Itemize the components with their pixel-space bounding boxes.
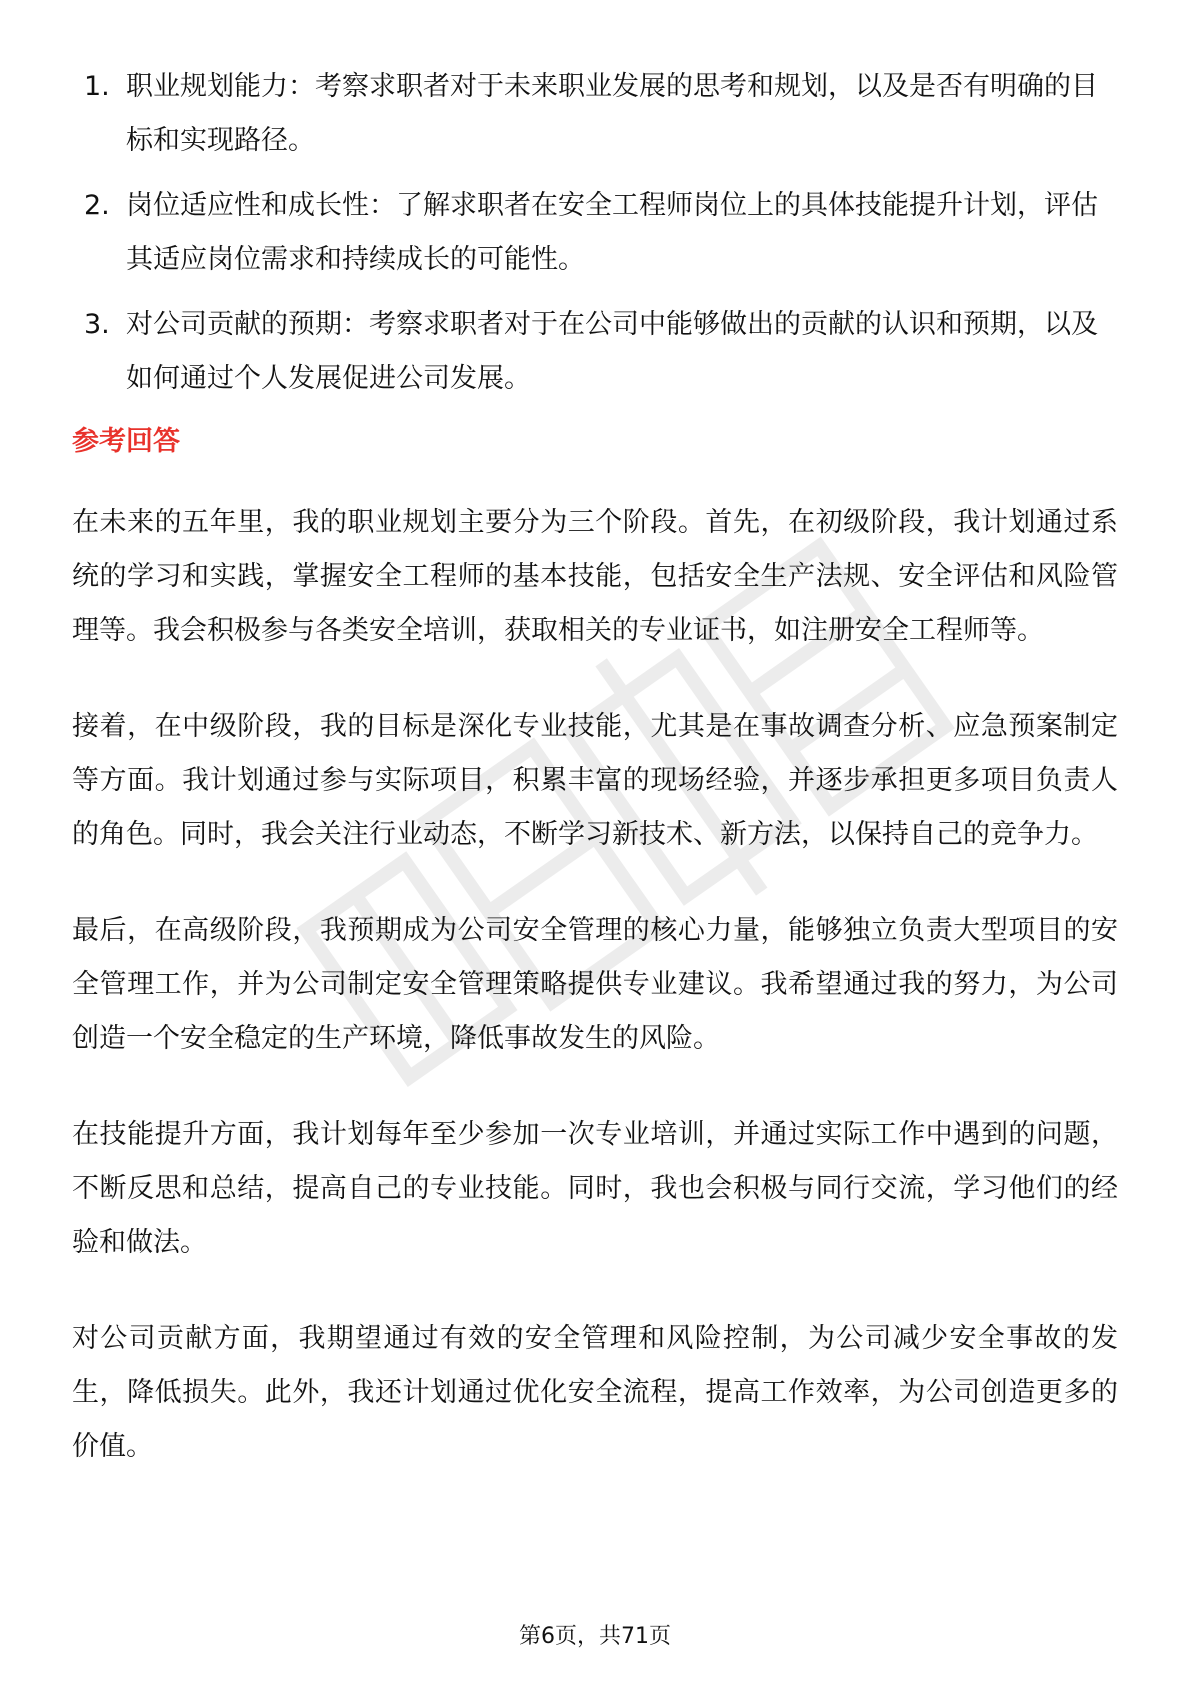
reference-answer-body [72,496,1118,1516]
answer-paragraph: 对公司贡献方面，我期望通过有效的安全管理和风险控制，为公司减少安全事故的发生，降低损失。此外，我还计划通过优化安全流程，提高工作效率，为公司创造更多的价值。 [72,1323,1118,1462]
criteria-number: 2. [84,190,110,221]
criteria-text: 岗位适应性和成长性：了解求职者在安全工程师岗位上的具体技能提升计划，评估其适应岗位需求和持续成长的可能性。 [126,190,1098,275]
criteria-item [84,298,1124,406]
reference-answer-heading: 参考回答 [72,426,180,457]
evaluation-criteria-list [84,60,1124,417]
answer-paragraph: 在技能提升方面，我计划每年至少参加一次专业培训，并通过实际工作中遇到的问题，不断反思和总结，提高自己的专业技能。同时，我也会积极与同行交流，学习他们的经验和做法。 [72,1119,1118,1258]
answer-paragraph: 在未来的五年里，我的职业规划主要分为三个阶段。首先，在初级阶段，我计划通过系统的学习和实践，掌握安全工程师的基本技能，包括安全生产法规、安全评估和风险管理等。我会积极参与各类安全培训，获取相关的专业证书，如注册安全工程师等。 [72,507,1118,646]
answer-paragraph: 接着，在中级阶段，我的目标是深化专业技能，尤其是在事故调查分析、应急预案制定等方面。我计划通过参与实际项目，积累丰富的现场经验，并逐步承担更多项目负责人的角色。同时，我会关注行业动态，不断学习新技术、新方法，以保持自己的竞争力。 [72,711,1118,850]
answer-paragraph: 最后，在高级阶段，我预期成为公司安全管理的核心力量，能够独立负责大型项目的安全管理工作，并为公司制定安全管理策略提供专业建议。我希望通过我的努力，为公司创造一个安全稳定的生产环境，降低事故发生的风险。 [72,915,1118,1054]
page-number-footer: 第6页，共71页 [519,1624,671,1649]
criteria-text: 对公司贡献的预期：考察求职者对于在公司中能够做出的贡献的认识和预期，以及如何通过个人发展促进公司发展。 [126,309,1098,394]
criteria-number: 3. [84,309,110,340]
criteria-item [84,60,1124,168]
criteria-text: 职业规划能力：考察求职者对于未来职业发展的思考和规划，以及是否有明确的目标和实现路径。 [126,71,1098,156]
criteria-item [84,179,1124,287]
criteria-number: 1. [84,71,110,102]
